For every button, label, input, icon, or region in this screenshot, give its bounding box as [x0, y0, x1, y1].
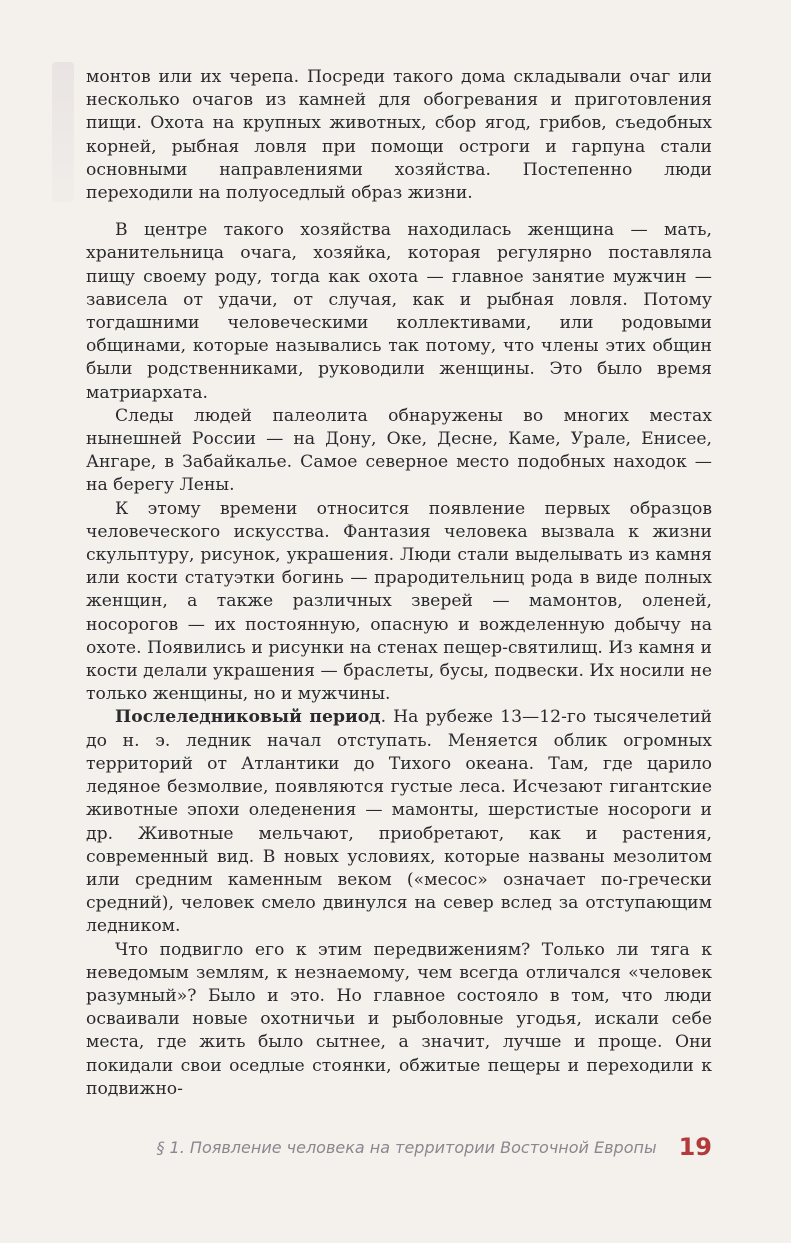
- paragraph-2: В центре такого хозяйства находилась женщина — мать, хранительница очага, хозяйка, которая регулярно поставляла пищу своему роду, тогда как охота — главное занятие мужчин — зависела от удачи, от случая, как и рыбная ловля. Потому тогдашними человеческими коллективами, или родовыми общинами, которые назывались так потому, что члены этих общин были родственниками, руководили женщины. Это было время матриархата.: [86, 220, 712, 403]
- page-footer: [86, 1130, 712, 1164]
- paragraph-5-text: . На рубеже 13—12-го тысячелетий до н. э. ледник начал отступать. Меняется облик огромных территорий от Атлантики до Тихого океана. Там, где царило ледяное безмолвие, появляются густые леса. Исчезают гигантские животные эпохи оледенения — мамонты, шерстистые носороги и др. Животные мельчают, приобретают, как и растения, современный вид. В новых условиях, которые названы мезолитом или средним каменным веком («месос» означает по-гречески средний), человек смело двинулся на север вслед за отступающим ледником.: [86, 707, 713, 937]
- running-title: § 1. Появление человека на территории Восточной Европы: [156, 1137, 657, 1157]
- paragraph-4: К этому времени относится появление первых образцов человеческого искусства. Фантазия человека вызвала к жизни скульптуру, рисунок, украшения. Люди стали выделывать из камня или кости статуэтки богинь — прародительниц рода в виде полных женщин, а также различных зверей — мамонтов, оленей, носорогов — их постоянную, опасную и вожделенную добычу на охоте. Появились и рисунки на стенах пещер-святилищ. Из камня и кости делали украшения — браслеты, бусы, подвески. Их носили не только женщины, но и мужчины.: [86, 498, 712, 705]
- decorative-margin-mark: [52, 62, 74, 202]
- page-number: 19: [678, 1133, 712, 1161]
- body-text: [86, 66, 712, 1101]
- paragraph-6: Что подвигло его к этим передвижениям? Только ли тяга к неведомым землям, к незнаемому, чем всегда отличался «человек разумный»? Было и это. Но главное состояло в том, что люди осваивали новые охотничьи и рыболовные угодья, искали себе места, где жить было сытнее, а значит, лучше и проще. Они покидали свои оседлые стоянки, обжитые пещеры и переходили к подвижно-: [86, 939, 712, 1099]
- paragraph-3: Следы людей палеолита обнаружены во многих местах нынешней России — на Дону, Оке, Десне, Каме, Урале, Енисее, Ангаре, в Забайкалье. Самое северное место подобных находок — на берегу Лены.: [86, 405, 712, 496]
- paragraph-1: монтов или их черепа. Посреди такого дома складывали очаг или несколько очагов из камней для обогревания и приготовления пищи. Охота на крупных животных, сбор ягод, грибов, съедобных корней, рыбная ловля при помощи остроги и гарпуна стали основными направлениями хозяйства. Постепенно люди переходили на полуоседлый образ жизни.: [86, 67, 712, 204]
- section-heading: Послеледниковый период: [115, 707, 381, 728]
- paragraph-5: [86, 706, 712, 938]
